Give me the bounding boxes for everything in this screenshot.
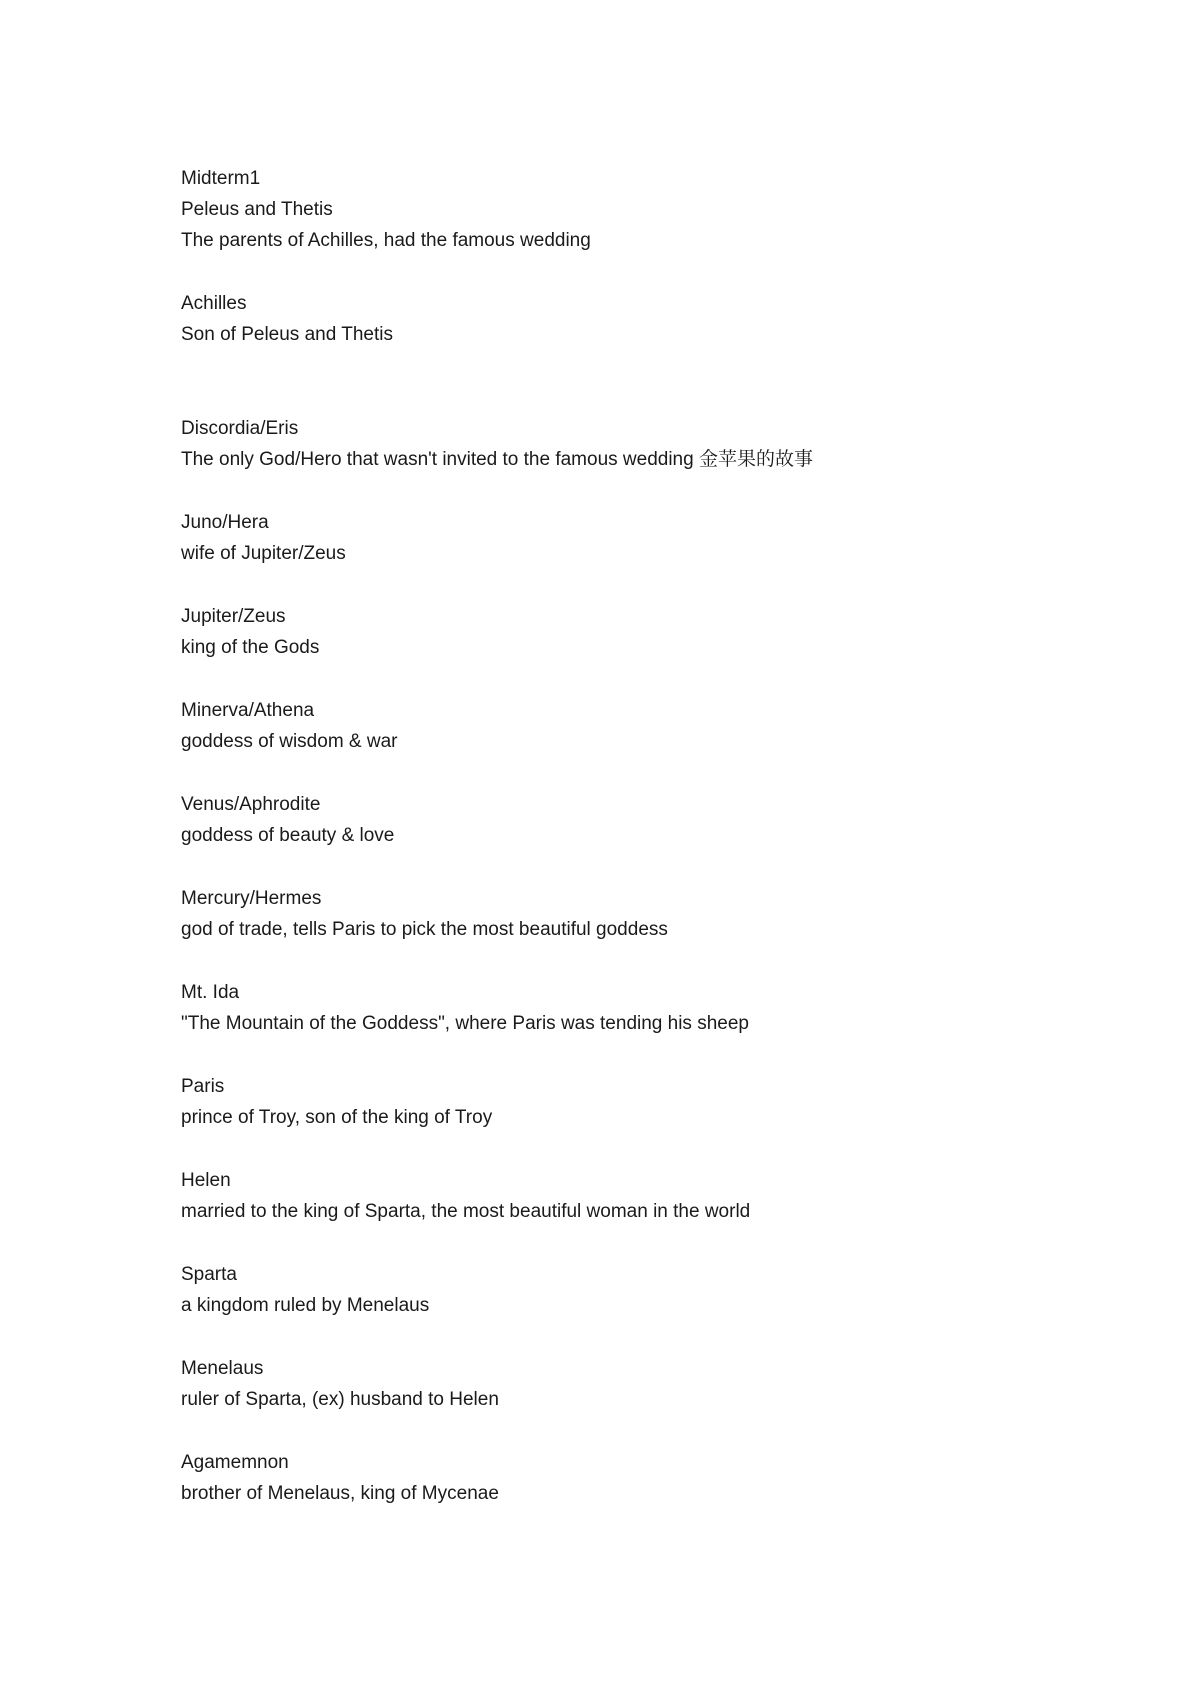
term: Jupiter/Zeus: [181, 606, 286, 627]
term: Agamemnon: [181, 1452, 289, 1473]
entry-peleus-thetis: [181, 194, 1081, 256]
definition: goddess of wisdom & war: [181, 731, 398, 752]
definition: king of the Gods: [181, 637, 320, 658]
entry-minerva-athena: [181, 695, 1081, 757]
entry-mercury-hermes: [181, 883, 1081, 945]
term: Juno/Hera: [181, 512, 269, 533]
definition: "The Mountain of the Goddess", where Paris was tending his sheep: [181, 1013, 749, 1034]
entry-venus-aphrodite: [181, 789, 1081, 851]
entry-achilles: [181, 288, 1081, 350]
entry-menelaus: [181, 1353, 1081, 1415]
definition: god of trade, tells Paris to pick the most beautiful goddess: [181, 919, 668, 940]
entry-mt-ida: [181, 977, 1081, 1039]
term: Mercury/Hermes: [181, 888, 322, 909]
definition: ruler of Sparta, (ex) husband to Helen: [181, 1389, 499, 1410]
document-title: Midterm1: [181, 168, 261, 189]
definition: Son of Peleus and Thetis: [181, 324, 393, 345]
definition: The parents of Achilles, had the famous wedding: [181, 230, 591, 251]
term: Peleus and Thetis: [181, 199, 333, 220]
term: Paris: [181, 1076, 225, 1097]
term: Menelaus: [181, 1358, 264, 1379]
definition: a kingdom ruled by Menelaus: [181, 1295, 430, 1316]
entry-agamemnon: [181, 1447, 1081, 1509]
definition: prince of Troy, son of the king of Troy: [181, 1107, 493, 1128]
entry-juno-hera: [181, 507, 1081, 569]
entry-paris: [181, 1071, 1081, 1133]
entry-jupiter-zeus: [181, 601, 1081, 663]
definition: married to the king of Sparta, the most beautiful woman in the world: [181, 1201, 751, 1222]
term: Minerva/Athena: [181, 700, 315, 721]
definition: The only God/Hero that wasn't invited to the famous wedding 金苹果的故事: [181, 449, 813, 470]
term: Achilles: [181, 293, 247, 314]
document-body: [181, 163, 1081, 1509]
entry-sparta: [181, 1259, 1081, 1321]
entry-helen: [181, 1165, 1081, 1227]
definition: wife of Jupiter/Zeus: [181, 543, 346, 564]
term: Discordia/Eris: [181, 418, 299, 439]
term: Venus/Aphrodite: [181, 794, 321, 815]
term: Helen: [181, 1170, 231, 1191]
entry-discordia-eris: [181, 413, 1081, 475]
term: Mt. Ida: [181, 982, 240, 1003]
definition: brother of Menelaus, king of Mycenae: [181, 1483, 499, 1504]
definition: goddess of beauty & love: [181, 825, 395, 846]
term: Sparta: [181, 1264, 237, 1285]
